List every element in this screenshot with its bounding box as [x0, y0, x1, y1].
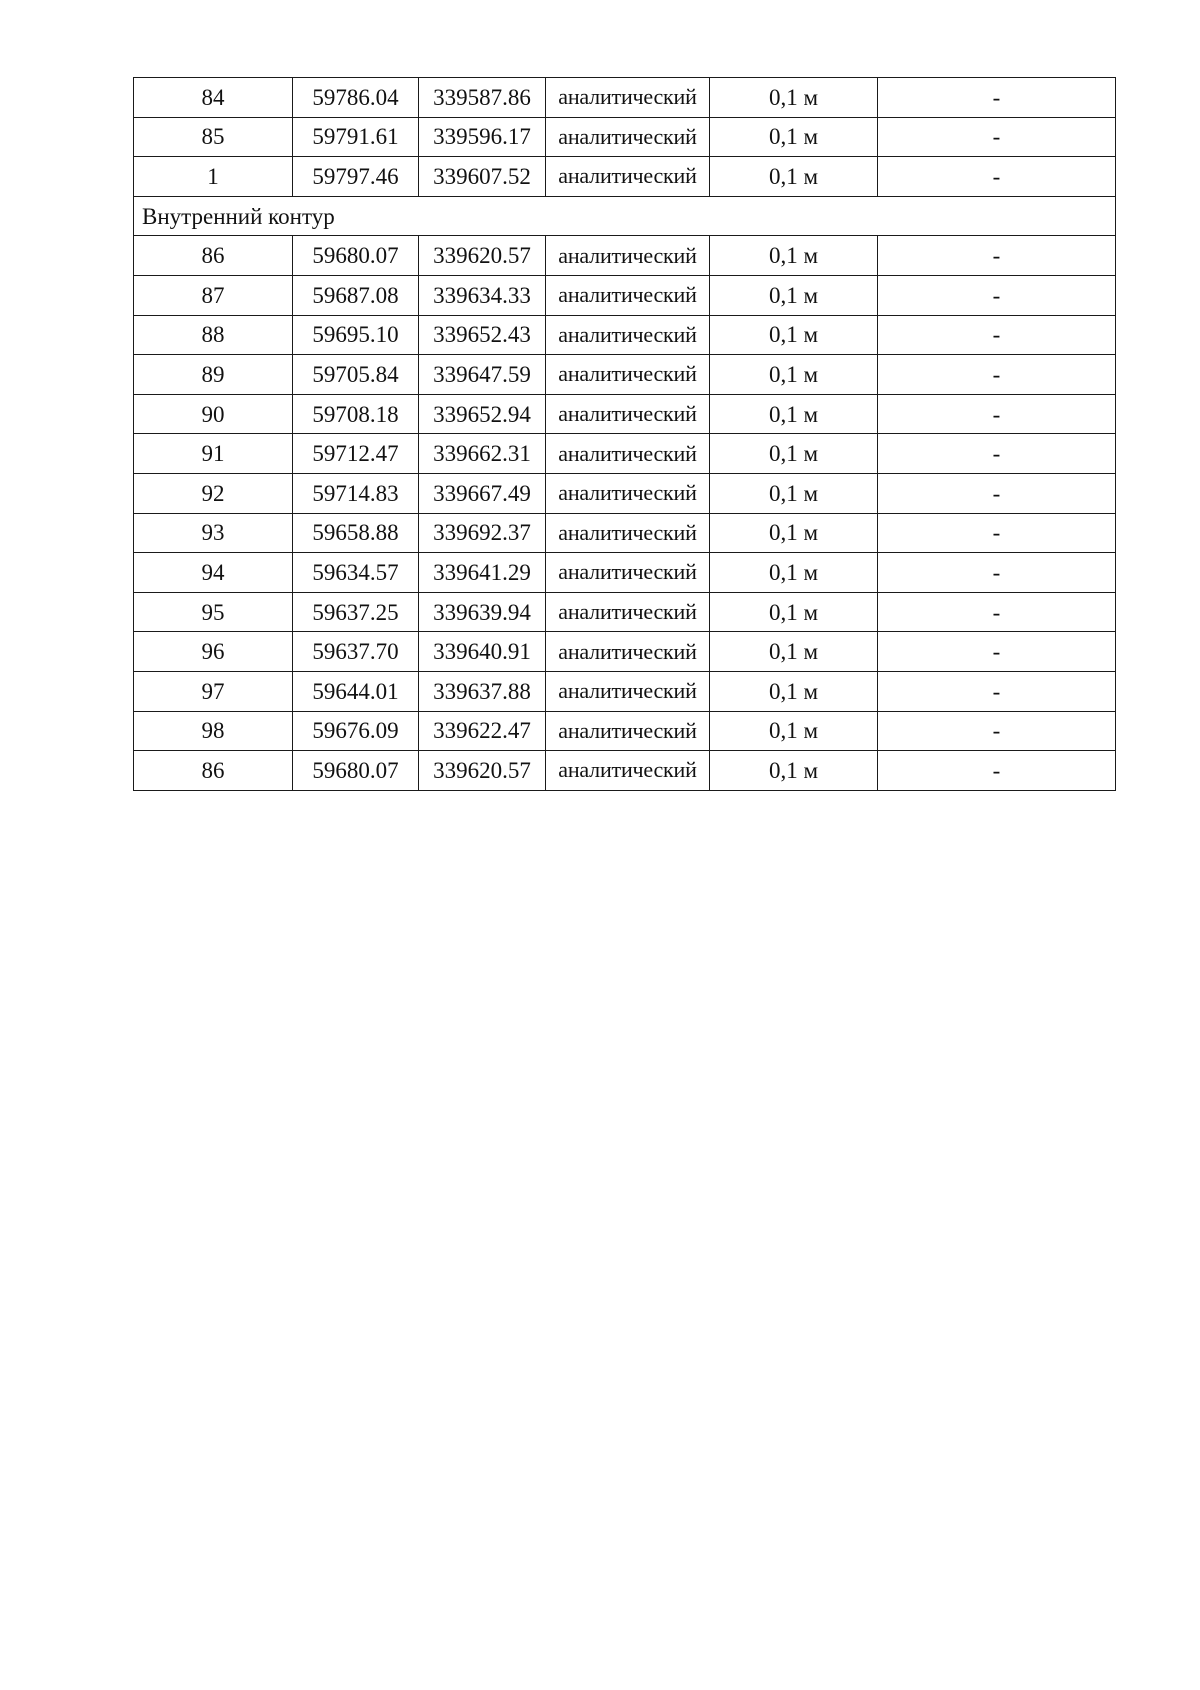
- point-number-cell: 95: [134, 592, 293, 632]
- note-cell: -: [878, 355, 1116, 395]
- note-cell: -: [878, 632, 1116, 672]
- coordinate-y-cell: 339640.91: [419, 632, 546, 672]
- coordinate-x-cell: 59644.01: [293, 671, 419, 711]
- coordinate-y-cell: 339634.33: [419, 275, 546, 315]
- note-cell: -: [878, 671, 1116, 711]
- coordinate-y-cell: 339662.31: [419, 434, 546, 474]
- coordinate-y-cell: 339637.88: [419, 671, 546, 711]
- accuracy-cell: 0,1 м: [710, 513, 878, 553]
- method-cell: аналитический: [546, 592, 710, 632]
- method-cell: аналитический: [546, 78, 710, 118]
- table-row: [134, 315, 1116, 355]
- table-row: [134, 275, 1116, 315]
- method-cell: аналитический: [546, 434, 710, 474]
- coordinate-y-cell: 339607.52: [419, 157, 546, 197]
- accuracy-cell: 0,1 м: [710, 751, 878, 791]
- note-cell: -: [878, 275, 1116, 315]
- method-cell: аналитический: [546, 553, 710, 593]
- coordinate-y-cell: 339596.17: [419, 117, 546, 157]
- method-cell: аналитический: [546, 236, 710, 276]
- point-number-cell: 85: [134, 117, 293, 157]
- method-cell: аналитический: [546, 157, 710, 197]
- table-row: [134, 751, 1116, 791]
- accuracy-cell: 0,1 м: [710, 275, 878, 315]
- point-number-cell: 94: [134, 553, 293, 593]
- accuracy-cell: 0,1 м: [710, 592, 878, 632]
- point-number-cell: 91: [134, 434, 293, 474]
- coordinate-x-cell: 59687.08: [293, 275, 419, 315]
- table-row: [134, 78, 1116, 118]
- method-cell: аналитический: [546, 513, 710, 553]
- note-cell: -: [878, 236, 1116, 276]
- point-number-cell: 1: [134, 157, 293, 197]
- coordinate-y-cell: 339647.59: [419, 355, 546, 395]
- coordinate-y-cell: 339652.43: [419, 315, 546, 355]
- accuracy-cell: 0,1 м: [710, 117, 878, 157]
- point-number-cell: 97: [134, 671, 293, 711]
- accuracy-cell: 0,1 м: [710, 157, 878, 197]
- coordinate-x-cell: 59680.07: [293, 751, 419, 791]
- method-cell: аналитический: [546, 473, 710, 513]
- accuracy-cell: 0,1 м: [710, 632, 878, 672]
- table-row: [134, 434, 1116, 474]
- table-row: [134, 553, 1116, 593]
- note-cell: -: [878, 78, 1116, 118]
- coordinates-table: [133, 77, 1116, 791]
- table-row: [134, 671, 1116, 711]
- accuracy-cell: 0,1 м: [710, 236, 878, 276]
- accuracy-cell: 0,1 м: [710, 355, 878, 395]
- point-number-cell: 90: [134, 394, 293, 434]
- section-row: [134, 196, 1116, 236]
- note-cell: -: [878, 473, 1116, 513]
- note-cell: -: [878, 711, 1116, 751]
- table-row: [134, 473, 1116, 513]
- coordinates-table-body: [134, 78, 1116, 791]
- method-cell: аналитический: [546, 711, 710, 751]
- coordinate-y-cell: 339587.86: [419, 78, 546, 118]
- table-row: [134, 711, 1116, 751]
- note-cell: -: [878, 751, 1116, 791]
- point-number-cell: 86: [134, 236, 293, 276]
- coordinate-x-cell: 59637.25: [293, 592, 419, 632]
- point-number-cell: 92: [134, 473, 293, 513]
- coordinate-y-cell: 339692.37: [419, 513, 546, 553]
- note-cell: -: [878, 315, 1116, 355]
- note-cell: -: [878, 117, 1116, 157]
- accuracy-cell: 0,1 м: [710, 671, 878, 711]
- point-number-cell: 88: [134, 315, 293, 355]
- note-cell: -: [878, 434, 1116, 474]
- coordinate-x-cell: 59634.57: [293, 553, 419, 593]
- coordinate-y-cell: 339639.94: [419, 592, 546, 632]
- table-row: [134, 157, 1116, 197]
- coordinate-x-cell: 59676.09: [293, 711, 419, 751]
- coordinate-x-cell: 59708.18: [293, 394, 419, 434]
- coordinate-y-cell: 339641.29: [419, 553, 546, 593]
- point-number-cell: 86: [134, 751, 293, 791]
- section-title-inner-contour: Внутренний контур: [134, 196, 1116, 236]
- coordinate-x-cell: 59637.70: [293, 632, 419, 672]
- coordinate-x-cell: 59695.10: [293, 315, 419, 355]
- coordinate-x-cell: 59714.83: [293, 473, 419, 513]
- method-cell: аналитический: [546, 275, 710, 315]
- coordinate-x-cell: 59791.61: [293, 117, 419, 157]
- note-cell: -: [878, 394, 1116, 434]
- coordinate-x-cell: 59712.47: [293, 434, 419, 474]
- point-number-cell: 98: [134, 711, 293, 751]
- point-number-cell: 89: [134, 355, 293, 395]
- table-row: [134, 632, 1116, 672]
- coordinate-y-cell: 339620.57: [419, 751, 546, 791]
- point-number-cell: 96: [134, 632, 293, 672]
- accuracy-cell: 0,1 м: [710, 78, 878, 118]
- table-row: [134, 355, 1116, 395]
- point-number-cell: 93: [134, 513, 293, 553]
- accuracy-cell: 0,1 м: [710, 711, 878, 751]
- table-row: [134, 236, 1116, 276]
- method-cell: аналитический: [546, 355, 710, 395]
- method-cell: аналитический: [546, 751, 710, 791]
- method-cell: аналитический: [546, 315, 710, 355]
- note-cell: -: [878, 553, 1116, 593]
- accuracy-cell: 0,1 м: [710, 473, 878, 513]
- coordinate-y-cell: 339652.94: [419, 394, 546, 434]
- accuracy-cell: 0,1 м: [710, 434, 878, 474]
- coordinate-x-cell: 59786.04: [293, 78, 419, 118]
- point-number-cell: 87: [134, 275, 293, 315]
- note-cell: -: [878, 157, 1116, 197]
- method-cell: аналитический: [546, 671, 710, 711]
- coordinate-x-cell: 59797.46: [293, 157, 419, 197]
- coordinate-y-cell: 339622.47: [419, 711, 546, 751]
- coordinate-x-cell: 59705.84: [293, 355, 419, 395]
- note-cell: -: [878, 592, 1116, 632]
- accuracy-cell: 0,1 м: [710, 553, 878, 593]
- table-row: [134, 117, 1116, 157]
- point-number-cell: 84: [134, 78, 293, 118]
- coordinate-x-cell: 59680.07: [293, 236, 419, 276]
- coordinate-x-cell: 59658.88: [293, 513, 419, 553]
- method-cell: аналитический: [546, 632, 710, 672]
- table-row: [134, 513, 1116, 553]
- table-row: [134, 394, 1116, 434]
- method-cell: аналитический: [546, 394, 710, 434]
- table-row: [134, 592, 1116, 632]
- coordinate-y-cell: 339620.57: [419, 236, 546, 276]
- accuracy-cell: 0,1 м: [710, 315, 878, 355]
- note-cell: -: [878, 513, 1116, 553]
- coordinate-y-cell: 339667.49: [419, 473, 546, 513]
- accuracy-cell: 0,1 м: [710, 394, 878, 434]
- method-cell: аналитический: [546, 117, 710, 157]
